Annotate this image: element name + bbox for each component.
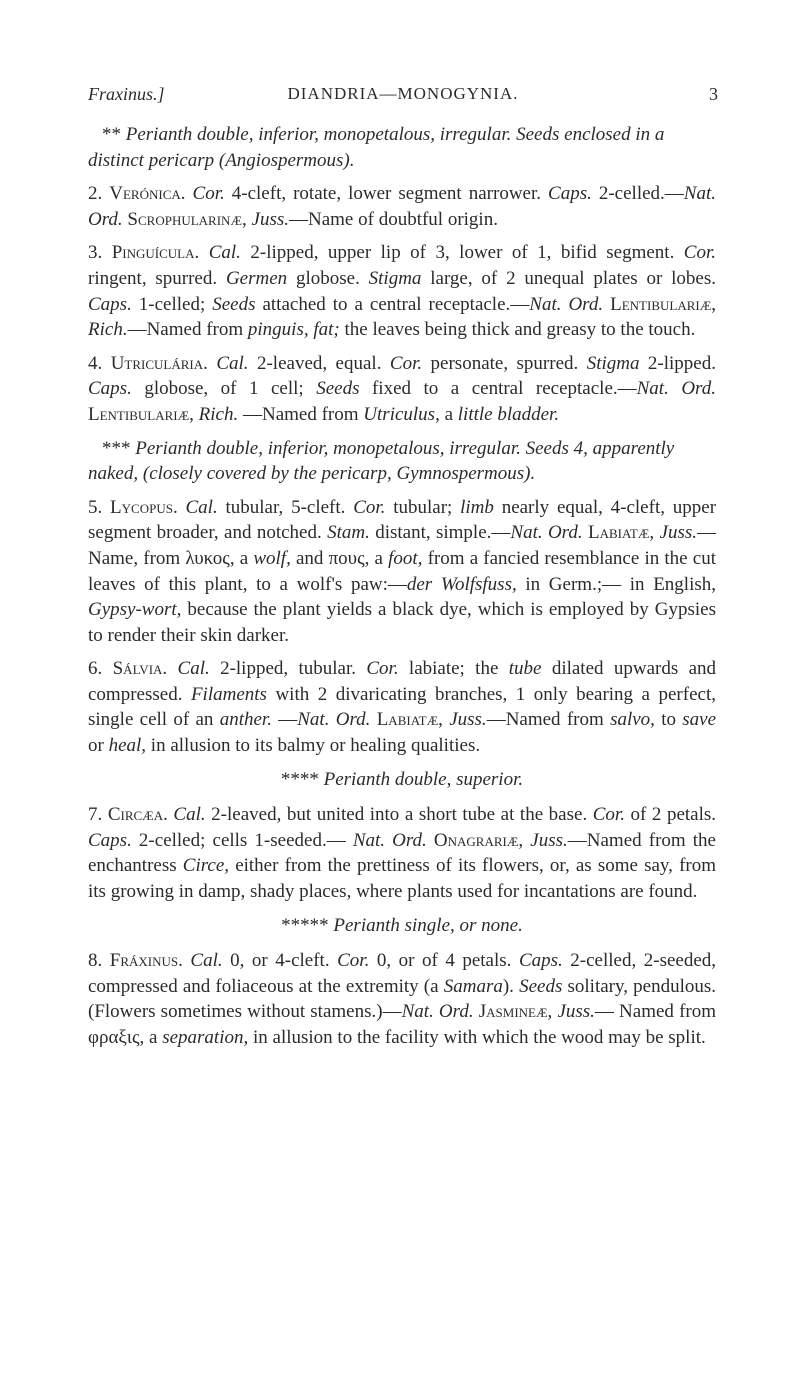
section-heading-superior (88, 767, 716, 793)
text-run: Jasmineæ, (478, 1001, 553, 1023)
text-run: heal, (108, 735, 147, 757)
text-run: limb (460, 496, 494, 518)
text-run: globose. (287, 267, 369, 289)
page-number: 3 (709, 84, 718, 104)
text-run: 2-celled, 2-seeded, compressed and foliaceous at the extremity (a (88, 950, 717, 997)
text-run: Perianth double, superior. (323, 768, 524, 790)
text-run: Cor. (353, 496, 386, 518)
text-run: Nat. Ord. (529, 293, 604, 315)
entry-pinguicula (88, 240, 716, 342)
text-run: Stigma (368, 267, 422, 289)
text-run: 0, or 4-cleft. (222, 950, 338, 972)
text-run: Perianth single, or none. (333, 914, 523, 936)
text-run: 2-leaved, but united into a short tube at the base. (205, 804, 593, 826)
text-run: Caps. (518, 950, 563, 972)
text-run: Caps. (88, 378, 132, 400)
text-run: nearly equal, 4-cleft, upper segment broader, and notched. (88, 496, 717, 544)
text-run: 2. (88, 183, 103, 205)
header-title: DIANDRIA—MONOGYNIA. (287, 84, 519, 103)
text-run: Samara (443, 975, 503, 997)
text-run: pinguis, fat; (247, 319, 340, 341)
text-run: Filaments (190, 683, 267, 705)
text-run: 2-lipped, tubular. (209, 658, 367, 680)
text-run: 2-celled; cells 1-seeded.— (131, 829, 353, 851)
text-run: Nat. Ord. (297, 709, 371, 731)
text-run: separation, (162, 1027, 249, 1048)
text-run: Rich. (88, 319, 128, 341)
text-run: Scrophularinæ, (127, 208, 247, 230)
text-run: from a fancied resemblance in the cut leaves of this plant, to a wolf's paw:— (88, 547, 716, 595)
text-run (427, 830, 434, 851)
entry-salvia (88, 656, 716, 758)
text-run: Seeds (212, 293, 256, 315)
text-run: Cal. (177, 658, 210, 680)
text-run: save (682, 709, 717, 731)
section-heading-angiospermous (88, 122, 716, 173)
text-run: Juss. (449, 709, 487, 731)
genus-name: Pinguícula. (111, 242, 200, 264)
text-run: — Named from φραξις, a (88, 1001, 716, 1048)
text-run: ringent, spurred. (88, 267, 226, 289)
text-run: Juss. (251, 208, 289, 230)
text-run: Cor. (592, 804, 625, 826)
text-run: Nat. Ord. (401, 1001, 474, 1023)
text-run: ** (102, 124, 121, 145)
text-run: Seeds (519, 975, 563, 997)
text-run: large, of 2 unequal plates or lobes. (421, 267, 716, 289)
text-run: and πους, a (290, 547, 389, 569)
text-run: Utriculus, (363, 403, 440, 425)
text-run: Circe, (182, 855, 230, 877)
text-run: 1-celled; (131, 293, 213, 315)
text-run: 4-cleft, rotate, lower segment narrower. (224, 183, 549, 205)
text-run: Gypsy-wort, (88, 599, 182, 621)
text-run: because the plant yields a black dye, which is employed by Gypsies to render their skin darker. (88, 599, 716, 646)
text-run: Cor. (389, 352, 423, 374)
text-run: Onagrariæ, (433, 829, 524, 851)
text-run: tubular, 5-cleft. (217, 496, 354, 518)
text-run: 4. (88, 352, 103, 374)
text-run: globose, of 1 cell; (131, 378, 317, 400)
text-run: solitary, pendulous. (Flowers sometimes without stamens.)— (88, 975, 716, 1023)
text-run: Seeds (316, 378, 360, 400)
text-run: 8. (88, 950, 103, 972)
text-run: Juss. (530, 829, 568, 851)
genus-name: Sálvia. (112, 658, 168, 680)
text-run: Rich. (198, 403, 239, 425)
text-run: fixed to a central receptacle.— (359, 378, 637, 400)
text-run: ). (502, 975, 520, 997)
text-run: either from the prettiness of its flowers, or, as some say, from its growing in damp, shady places, where plants used for incantations are found. (88, 855, 716, 903)
text-run: Perianth double, inferior, monopetalous, irregular. Seeds 4, apparently naked, (closely covered by the pericarp, Gymnospermous). (88, 437, 675, 485)
text-run: Lentibulariæ, (610, 293, 717, 315)
text-run: Cal. (185, 496, 218, 518)
entry-veronica (88, 181, 716, 232)
text-run: or (88, 735, 109, 757)
entry-fraxinus (88, 948, 716, 1050)
text-run: labiate; the (398, 658, 509, 680)
text-run: attached to a central receptacle.— (255, 293, 530, 315)
text-run: Perianth double, inferior, monopetalous, irregular. Seeds enclosed in a distinct pericarp (Angiospermous). (88, 124, 665, 171)
text-run: with 2 divaricating branches, 1 only bearing a perfect, single cell of an (88, 683, 716, 731)
text-run: der Wolfsfuss, (406, 573, 517, 595)
text-run: little bladder. (457, 403, 560, 425)
text-run: 3. (88, 242, 103, 264)
text-run: anther. (219, 709, 272, 731)
text-run: of 2 petals. (624, 804, 717, 826)
text-run: — (271, 709, 298, 731)
genus-name: Lycopus. (110, 496, 178, 518)
text-run: Juss. (557, 1001, 595, 1023)
text-run: 6. (88, 658, 103, 680)
text-run: Nat. Ord. (510, 522, 583, 544)
text-run: **** (280, 768, 319, 790)
text-run: foot, (388, 547, 423, 569)
text-run: Cor. (337, 950, 370, 972)
text-run: Nat. Ord. (636, 378, 716, 400)
text-run: Nat. Ord. (88, 183, 716, 230)
text-run: Nat. Ord. (352, 829, 427, 851)
genus-name: Fráxinus. (109, 950, 183, 972)
entry-circaea (88, 802, 716, 904)
text-run: Caps. (88, 829, 132, 851)
text-run: *** (102, 437, 131, 459)
text-run: Lentibulariæ, (88, 403, 194, 425)
page-body (88, 122, 716, 1059)
text-run: —Name, from λυκος, a (88, 522, 717, 569)
text-run: Stam. (327, 522, 370, 544)
text-run: in Germ.;— in English, (516, 573, 716, 595)
genus-name: Circæa. (107, 804, 168, 826)
text-run: salvo, (610, 709, 655, 731)
text-run: 2-leaved, equal. (248, 352, 390, 374)
text-run: distant, simple.— (369, 522, 511, 544)
text-run: the leaves being thick and greasy to the touch. (339, 319, 696, 341)
entry-lycopus (88, 495, 716, 649)
text-run: Cor. (192, 183, 225, 205)
text-run: Juss. (659, 522, 698, 544)
text-run: Germen (225, 267, 288, 289)
text-run: Labiatæ, (376, 709, 443, 731)
text-run: 2-lipped. (639, 352, 716, 374)
text-run: tube (508, 658, 542, 680)
text-run: Labiatæ, (587, 522, 655, 544)
running-header (88, 84, 718, 112)
text-run: to (654, 709, 683, 731)
text-run: —Name of doubtful origin. (289, 208, 498, 230)
text-run: Cal. (216, 352, 249, 374)
text-run: Stigma (586, 352, 640, 374)
text-run: in allusion to its balmy or healing qualities. (146, 735, 481, 757)
text-run: Cal. (190, 950, 223, 972)
text-run: Caps. (88, 293, 132, 315)
section-heading-gymnospermous (88, 436, 716, 487)
text-run: Cor. (683, 242, 716, 264)
header-genus: Fraxinus.] (88, 84, 165, 104)
text-run: ***** (281, 914, 329, 936)
text-run: —Named from (127, 319, 248, 341)
genus-name: Utriculária. (110, 352, 208, 374)
text-run: tubular; (385, 496, 461, 518)
entry-utricularia (88, 351, 716, 428)
text-run: 7. (88, 804, 103, 826)
text-run: in allusion to the facility with which the wood may be split. (248, 1027, 706, 1048)
text-run: Cor. (366, 658, 399, 680)
text-run: Caps. (548, 183, 592, 205)
text-run: 2-lipped, upper lip of 3, lower of 1, bifid segment. (240, 242, 684, 264)
text-run: wolf, (253, 547, 291, 569)
section-heading-single (88, 913, 716, 939)
text-run: dilated upwards and compressed. (88, 658, 717, 705)
text-run: a (439, 403, 458, 425)
text-run: —Named from (238, 403, 364, 425)
text-run: Cal. (173, 804, 206, 826)
genus-name: Verónica. (109, 183, 186, 205)
text-run: personate, spurred. (422, 352, 587, 374)
text-run: 0, or of 4 petals. (369, 950, 519, 972)
text-run: Cal. (208, 242, 241, 264)
text-run: —Named from the enchantress (88, 829, 716, 877)
text-run: —Named from (486, 709, 611, 731)
text-run: 2-celled.— (591, 183, 684, 205)
text-run: 5. (88, 496, 103, 518)
